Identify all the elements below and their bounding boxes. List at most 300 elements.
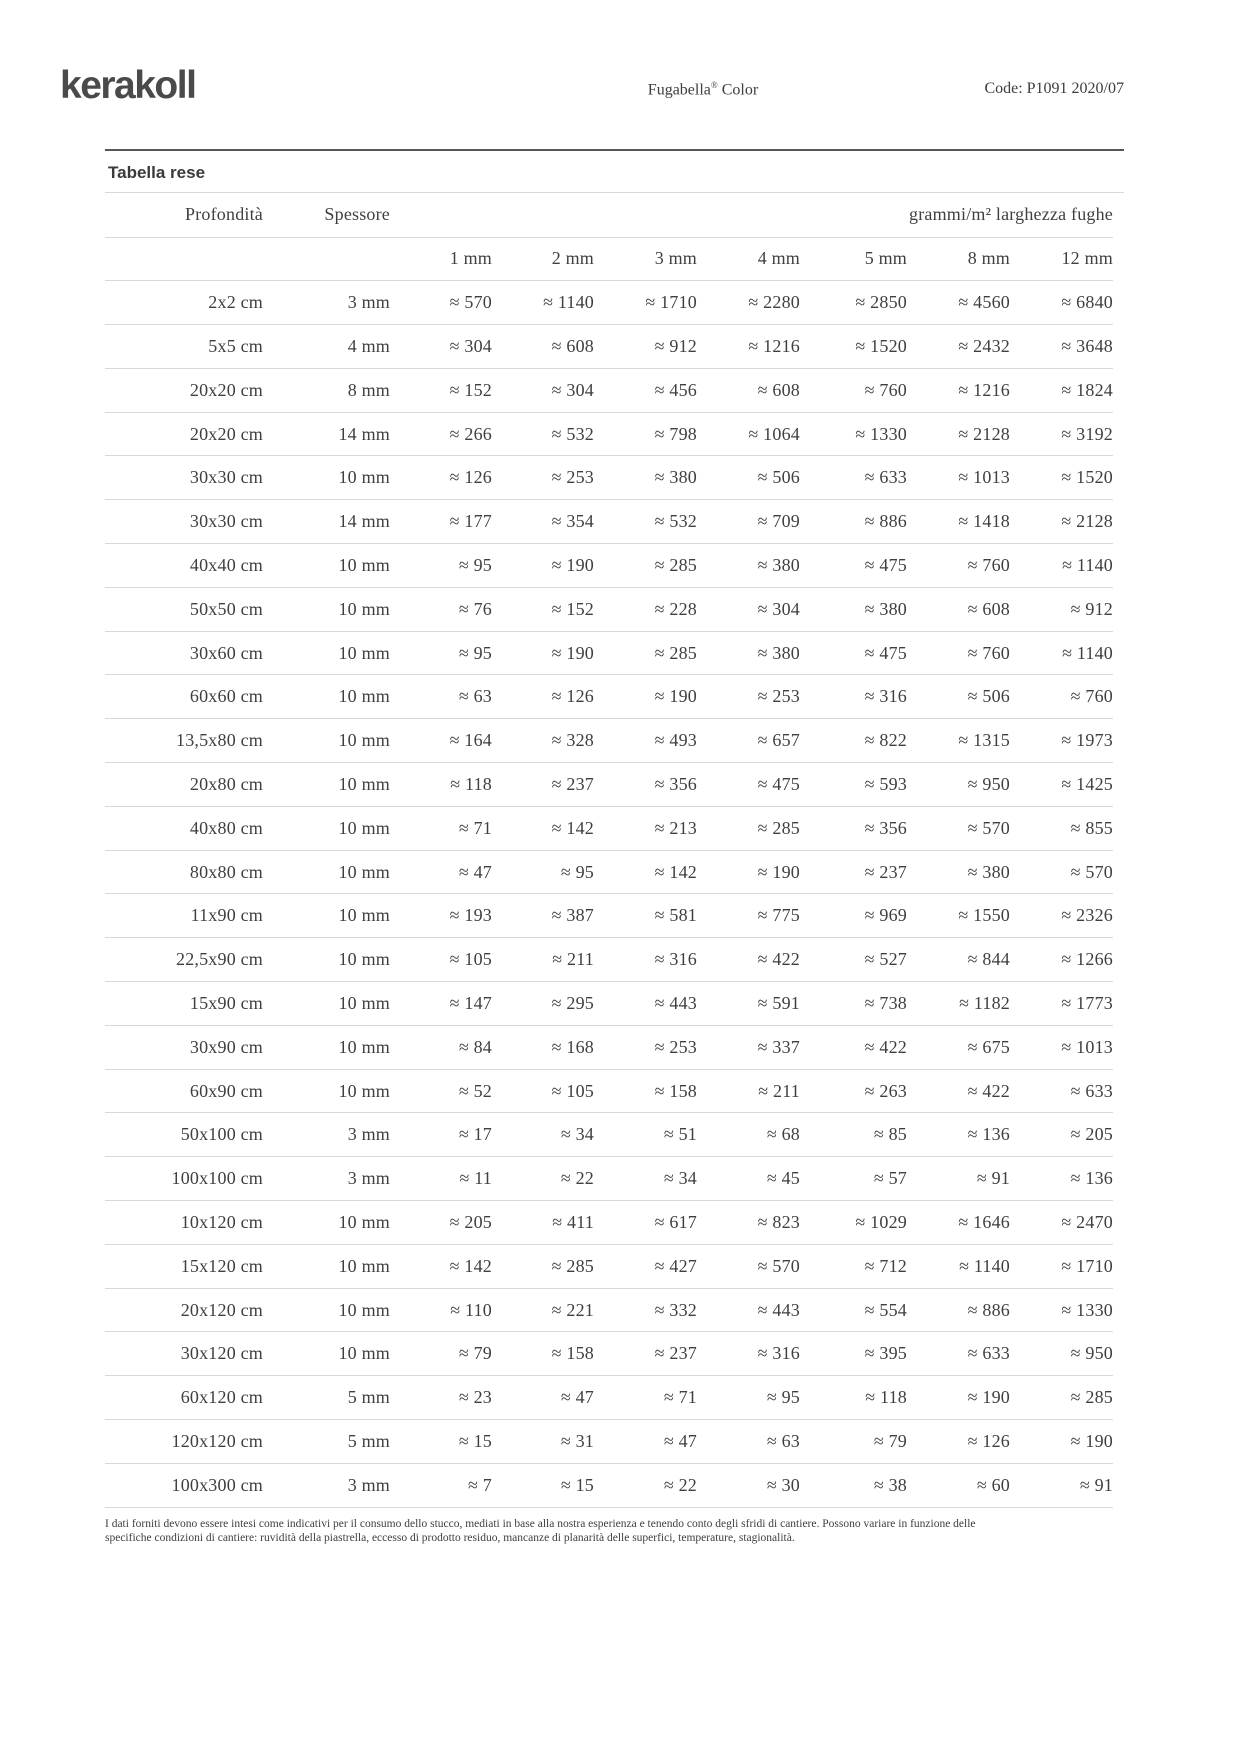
table-row [105,806,1113,850]
consumption-value-cell: ≈ 570 [1070,861,1113,882]
consumption-value-cell: ≈ 411 [552,1211,594,1232]
thickness-cell: 4 mm [347,335,390,356]
table-row [105,719,1113,763]
thickness-cell: 10 mm [338,992,390,1013]
empty-header-cell [105,237,263,281]
width-header-3mm: 3 mm [654,248,697,269]
consumption-value-cell: ≈ 581 [654,905,697,926]
consumption-value-cell: ≈ 285 [654,642,697,663]
consumption-value-cell: ≈ 380 [864,598,907,619]
table-row [105,1376,1113,1420]
consumption-value-cell: ≈ 633 [967,1343,1010,1364]
consumption-value-cell: ≈ 1140 [1062,554,1113,575]
consumption-value-cell: ≈ 105 [449,949,492,970]
consumption-value-cell: ≈ 475 [864,554,907,575]
consumption-value-cell: ≈ 657 [757,730,800,751]
consumption-value-cell: ≈ 1824 [1061,379,1113,400]
consumption-value-cell: ≈ 532 [551,423,594,444]
table-row [105,982,1113,1026]
yield-table [105,193,1113,1508]
tile-format-cell: 20x120 cm [180,1299,263,1320]
consumption-value-cell: ≈ 950 [967,773,1010,794]
consumption-value-cell: ≈ 84 [458,1036,492,1057]
tile-format-cell: 30x30 cm [189,511,263,532]
consumption-value-cell: ≈ 190 [1070,1430,1113,1451]
consumption-value-cell: ≈ 6840 [1061,292,1113,313]
product-name: Fugabella [647,81,711,99]
consumption-value-cell: ≈ 316 [654,949,697,970]
consumption-value-cell: ≈ 422 [757,949,800,970]
consumption-value-cell: ≈ 1216 [748,335,800,356]
consumption-value-cell: ≈ 395 [864,1343,907,1364]
thickness-cell: 10 mm [338,642,390,663]
consumption-value-cell: ≈ 332 [654,1299,697,1320]
consumption-value-cell: ≈ 1140 [1062,642,1113,663]
table-row [105,1332,1113,1376]
consumption-value-cell: ≈ 593 [864,773,907,794]
consumption-value-cell: ≈ 427 [654,1255,697,1276]
consumption-value-cell: ≈ 570 [449,292,492,313]
tile-format-cell: 20x20 cm [189,379,263,400]
consumption-value-cell: ≈ 1029 [855,1211,907,1232]
consumption-value-cell: ≈ 1266 [1061,949,1113,970]
tile-format-cell: 30x90 cm [189,1036,263,1057]
consumption-value-cell: ≈ 1013 [958,467,1010,488]
consumption-value-cell: ≈ 2280 [748,292,800,313]
consumption-value-cell: ≈ 1550 [958,905,1010,926]
table-row [105,938,1113,982]
tile-format-cell: 30x30 cm [189,467,263,488]
consumption-value-cell: ≈ 79 [873,1430,907,1451]
consumption-value-cell: ≈ 456 [654,379,697,400]
consumption-value-cell: ≈ 886 [967,1299,1010,1320]
consumption-value-cell: ≈ 554 [864,1299,907,1320]
consumption-value-cell: ≈ 1973 [1061,730,1113,751]
consumption-value-cell: ≈ 337 [757,1036,800,1057]
consumption-value-cell: ≈ 527 [864,949,907,970]
consumption-value-cell: ≈ 304 [449,335,492,356]
consumption-value-cell: ≈ 57 [873,1168,907,1189]
registered-trademark-symbol: ® [710,80,718,90]
consumption-value-cell: ≈ 443 [757,1299,800,1320]
consumption-value-cell: ≈ 1140 [959,1255,1010,1276]
table-row [105,850,1113,894]
tile-format-cell: 10x120 cm [180,1211,263,1232]
consumption-value-cell: ≈ 63 [766,1430,800,1451]
consumption-value-cell: ≈ 1216 [958,379,1010,400]
document-code: Code: P1091 2020/07 [984,80,1124,97]
consumption-value-cell: ≈ 855 [1070,817,1113,838]
consumption-value-cell: ≈ 253 [757,686,800,707]
consumption-value-cell: ≈ 1315 [958,730,1010,751]
consumption-value-cell: ≈ 142 [449,1255,492,1276]
consumption-value-cell: ≈ 387 [551,905,594,926]
consumption-value-cell: ≈ 152 [449,379,492,400]
thickness-cell: 14 mm [338,423,390,444]
thickness-cell: 3 mm [347,1124,390,1145]
consumption-value-cell: ≈ 190 [967,1387,1010,1408]
consumption-value-cell: ≈ 177 [449,511,492,532]
thickness-cell: 3 mm [347,1168,390,1189]
tile-format-cell: 100x100 cm [171,1168,263,1189]
consumption-value-cell: ≈ 2128 [958,423,1010,444]
tile-format-cell: 120x120 cm [171,1430,263,1451]
table-row [105,763,1113,807]
consumption-value-cell: ≈ 52 [458,1080,492,1101]
consumption-value-cell: ≈ 1710 [645,292,697,313]
consumption-value-cell: ≈ 532 [654,511,697,532]
consumption-value-cell: ≈ 91 [976,1168,1010,1189]
table-row [105,631,1113,675]
consumption-value-cell: ≈ 228 [654,598,697,619]
tile-format-cell: 20x80 cm [189,773,263,794]
table-row [105,587,1113,631]
table-row [105,1244,1113,1288]
thickness-cell: 14 mm [338,511,390,532]
consumption-value-cell: ≈ 190 [551,554,594,575]
consumption-value-cell: ≈ 190 [757,861,800,882]
consumption-value-cell: ≈ 118 [865,1387,907,1408]
yield-table-section [105,149,1124,1546]
tile-format-cell: 60x60 cm [189,686,263,707]
consumption-value-cell: ≈ 211 [552,949,594,970]
table-row [105,456,1113,500]
consumption-value-cell: ≈ 205 [1070,1124,1113,1145]
thickness-cell: 5 mm [347,1430,390,1451]
consumption-value-cell: ≈ 2850 [855,292,907,313]
consumption-value-cell: ≈ 237 [864,861,907,882]
table-row [105,1069,1113,1113]
consumption-value-cell: ≈ 912 [1070,598,1113,619]
consumption-value-cell: ≈ 7 [468,1474,492,1495]
consumption-value-cell: ≈ 1520 [855,335,907,356]
tile-format-cell: 5x5 cm [208,335,263,356]
consumption-value-cell: ≈ 356 [864,817,907,838]
width-header-1mm: 1 mm [449,248,492,269]
consumption-value-cell: ≈ 760 [967,642,1010,663]
column-header-profondita: Profondità [185,204,263,225]
consumption-value-cell: ≈ 38 [873,1474,907,1495]
consumption-value-cell: ≈ 221 [551,1299,594,1320]
thickness-cell: 10 mm [338,773,390,794]
thickness-cell: 10 mm [338,686,390,707]
consumption-value-cell: ≈ 709 [757,511,800,532]
tile-format-cell: 22,5x90 cm [176,949,263,970]
consumption-value-cell: ≈ 47 [458,861,492,882]
consumption-value-cell: ≈ 136 [967,1124,1010,1145]
width-header-8mm: 8 mm [967,248,1010,269]
table-row [105,1025,1113,1069]
consumption-value-cell: ≈ 1425 [1061,773,1113,794]
consumption-value-cell: ≈ 354 [551,511,594,532]
consumption-value-cell: ≈ 193 [449,905,492,926]
consumption-value-cell: ≈ 316 [757,1343,800,1364]
consumption-value-cell: ≈ 844 [967,949,1010,970]
consumption-value-cell: ≈ 22 [663,1474,697,1495]
consumption-value-cell: ≈ 295 [551,992,594,1013]
tile-format-cell: 30x60 cm [189,642,263,663]
width-header-5mm: 5 mm [864,248,907,269]
consumption-value-cell: ≈ 675 [967,1036,1010,1057]
consumption-value-cell: ≈ 110 [450,1299,492,1320]
consumption-value-cell: ≈ 775 [757,905,800,926]
thickness-cell: 3 mm [347,292,390,313]
consumption-value-cell: ≈ 712 [864,1255,907,1276]
consumption-value-cell: ≈ 1140 [543,292,594,313]
thickness-cell: 10 mm [338,730,390,751]
consumption-value-cell: ≈ 63 [458,686,492,707]
consumption-value-cell: ≈ 95 [766,1387,800,1408]
consumption-value-cell: ≈ 822 [864,730,907,751]
table-row [105,368,1113,412]
consumption-value-cell: ≈ 190 [551,642,594,663]
consumption-value-cell: ≈ 2128 [1061,511,1113,532]
consumption-value-cell: ≈ 126 [551,686,594,707]
table-row [105,281,1113,325]
consumption-value-cell: ≈ 95 [458,554,492,575]
consumption-value-cell: ≈ 68 [766,1124,800,1145]
consumption-value-cell: ≈ 15 [458,1430,492,1451]
thickness-cell: 10 mm [338,598,390,619]
tile-format-cell: 30x120 cm [180,1343,263,1364]
tile-format-cell: 15x90 cm [189,992,263,1013]
tile-format-cell: 60x120 cm [180,1387,263,1408]
kerakoll-logo: kerakoll [60,64,196,107]
consumption-value-cell: ≈ 253 [654,1036,697,1057]
table-row [105,1157,1113,1201]
tile-format-cell: 50x50 cm [189,598,263,619]
table-row [105,1113,1113,1157]
thickness-cell: 10 mm [338,861,390,882]
consumption-value-cell: ≈ 591 [757,992,800,1013]
consumption-value-cell: ≈ 823 [757,1211,800,1232]
consumption-value-cell: ≈ 47 [663,1430,697,1451]
footnote-line-2: specifiche condizioni di cantiere: ruvidità della piastrella, eccesso di prodotto residuo, mancanze di planarità delle superfici, temperature, stagionalità. [105,1532,795,1545]
consumption-value-cell: ≈ 1418 [958,511,1010,532]
consumption-value-cell: ≈ 47 [560,1387,594,1408]
consumption-value-cell: ≈ 158 [551,1343,594,1364]
consumption-value-cell: ≈ 205 [449,1211,492,1232]
table-row [105,1288,1113,1332]
product-suffix: Color [717,81,759,99]
tile-format-cell: 13,5x80 cm [176,730,263,751]
consumption-value-cell: ≈ 1710 [1061,1255,1113,1276]
consumption-value-cell: ≈ 147 [449,992,492,1013]
consumption-value-cell: ≈ 91 [1079,1474,1113,1495]
thickness-cell: 10 mm [338,467,390,488]
table-row [105,325,1113,369]
table-body [105,281,1113,1507]
consumption-value-cell: ≈ 76 [458,598,492,619]
consumption-value-cell: ≈ 1330 [1061,1299,1113,1320]
consumption-value-cell: ≈ 34 [663,1168,697,1189]
consumption-value-cell: ≈ 304 [757,598,800,619]
consumption-value-cell: ≈ 738 [864,992,907,1013]
tile-format-cell: 11x90 cm [190,905,263,926]
consumption-value-cell: ≈ 475 [757,773,800,794]
table-row [105,894,1113,938]
thickness-cell: 10 mm [338,1211,390,1232]
consumption-value-cell: ≈ 105 [551,1080,594,1101]
thickness-cell: 10 mm [338,1255,390,1276]
consumption-value-cell: ≈ 608 [967,598,1010,619]
consumption-value-cell: ≈ 213 [654,817,697,838]
tile-format-cell: 60x90 cm [189,1080,263,1101]
consumption-value-cell: ≈ 142 [654,861,697,882]
thickness-cell: 10 mm [338,1036,390,1057]
empty-header-cell [263,237,390,281]
consumption-value-cell: ≈ 79 [458,1343,492,1364]
thickness-cell: 5 mm [347,1387,390,1408]
consumption-value-cell: ≈ 85 [873,1124,907,1145]
consumption-value-cell: ≈ 51 [663,1124,697,1145]
consumption-value-cell: ≈ 633 [1070,1080,1113,1101]
thickness-cell: 10 mm [338,817,390,838]
table-row [105,544,1113,588]
consumption-value-cell: ≈ 608 [757,379,800,400]
table-title: Tabella rese [105,151,1124,193]
consumption-value-cell: ≈ 380 [757,642,800,663]
thickness-cell: 10 mm [338,1299,390,1320]
consumption-value-cell: ≈ 950 [1070,1343,1113,1364]
consumption-value-cell: ≈ 886 [864,511,907,532]
tile-format-cell: 100x300 cm [171,1474,263,1495]
consumption-value-cell: ≈ 304 [551,379,594,400]
consumption-value-cell: ≈ 608 [551,335,594,356]
joint-width-header-row [105,237,1113,281]
consumption-value-cell: ≈ 506 [757,467,800,488]
thickness-cell: 8 mm [347,379,390,400]
consumption-value-cell: ≈ 506 [967,686,1010,707]
consumption-value-cell: ≈ 760 [1070,686,1113,707]
consumption-value-cell: ≈ 912 [654,335,697,356]
consumption-value-cell: ≈ 23 [458,1387,492,1408]
table-row [105,675,1113,719]
consumption-value-cell: ≈ 164 [449,730,492,751]
consumption-value-cell: ≈ 1330 [855,423,907,444]
tile-format-cell: 80x80 cm [189,861,263,882]
consumption-value-cell: ≈ 71 [663,1387,697,1408]
consumption-value-cell: ≈ 237 [551,773,594,794]
table-header-row [105,193,1113,237]
consumption-value-cell: ≈ 30 [766,1474,800,1495]
consumption-value-cell: ≈ 237 [654,1343,697,1364]
table-row [105,500,1113,544]
tile-format-cell: 50x100 cm [180,1124,263,1145]
consumption-value-cell: ≈ 422 [864,1036,907,1057]
consumption-value-cell: ≈ 4560 [958,292,1010,313]
footnote [105,1517,1124,1546]
tile-format-cell: 15x120 cm [180,1255,263,1276]
tile-format-cell: 40x80 cm [189,817,263,838]
consumption-value-cell: ≈ 126 [449,467,492,488]
thickness-cell: 10 mm [338,1080,390,1101]
consumption-value-cell: ≈ 266 [449,423,492,444]
consumption-value-cell: ≈ 158 [654,1080,697,1101]
consumption-value-cell: ≈ 15 [560,1474,594,1495]
thickness-cell: 3 mm [347,1474,390,1495]
tile-format-cell: 20x20 cm [189,423,263,444]
width-header-2mm: 2 mm [551,248,594,269]
consumption-value-cell: ≈ 380 [654,467,697,488]
consumption-value-cell: ≈ 570 [967,817,1010,838]
consumption-value-cell: ≈ 633 [864,467,907,488]
consumption-value-cell: ≈ 493 [654,730,697,751]
consumption-value-cell: ≈ 422 [967,1080,1010,1101]
consumption-value-cell: ≈ 760 [864,379,907,400]
consumption-value-cell: ≈ 71 [458,817,492,838]
consumption-value-cell: ≈ 285 [654,554,697,575]
consumption-value-cell: ≈ 17 [458,1124,492,1145]
consumption-value-cell: ≈ 380 [757,554,800,575]
consumption-value-cell: ≈ 11 [459,1168,492,1189]
consumption-value-cell: ≈ 328 [551,730,594,751]
table-row [105,1420,1113,1464]
consumption-value-cell: ≈ 34 [560,1124,594,1145]
consumption-value-cell: ≈ 2470 [1061,1211,1113,1232]
consumption-value-cell: ≈ 2326 [1061,905,1113,926]
consumption-value-cell: ≈ 263 [864,1080,907,1101]
consumption-value-cell: ≈ 142 [551,817,594,838]
consumption-value-cell: ≈ 798 [654,423,697,444]
consumption-value-cell: ≈ 31 [560,1430,594,1451]
consumption-value-cell: ≈ 1646 [958,1211,1010,1232]
column-header-grammi: grammi/m² larghezza fughe [909,204,1113,225]
thickness-cell: 10 mm [338,949,390,970]
table-row [105,412,1113,456]
consumption-value-cell: ≈ 2432 [958,335,1010,356]
consumption-value-cell: ≈ 253 [551,467,594,488]
consumption-value-cell: ≈ 136 [1070,1168,1113,1189]
thickness-cell: 10 mm [338,905,390,926]
consumption-value-cell: ≈ 211 [758,1080,800,1101]
consumption-value-cell: ≈ 1520 [1061,467,1113,488]
table-row [105,1463,1113,1507]
width-header-4mm: 4 mm [757,248,800,269]
column-header-spessore: Spessore [324,204,390,225]
thickness-cell: 10 mm [338,554,390,575]
consumption-value-cell: ≈ 60 [976,1474,1010,1495]
consumption-value-cell: ≈ 95 [458,642,492,663]
consumption-value-cell: ≈ 168 [551,1036,594,1057]
consumption-value-cell: ≈ 617 [654,1211,697,1232]
thickness-cell: 10 mm [338,1343,390,1364]
consumption-value-cell: ≈ 126 [967,1430,1010,1451]
consumption-value-cell: ≈ 152 [551,598,594,619]
consumption-value-cell: ≈ 1064 [748,423,800,444]
table-row [105,1201,1113,1245]
consumption-value-cell: ≈ 3192 [1061,423,1113,444]
consumption-value-cell: ≈ 285 [1070,1387,1113,1408]
consumption-value-cell: ≈ 1773 [1061,992,1113,1013]
product-title [648,80,758,99]
consumption-value-cell: ≈ 316 [864,686,907,707]
consumption-value-cell: ≈ 190 [654,686,697,707]
width-header-12mm: 12 mm [1061,248,1113,269]
consumption-value-cell: ≈ 443 [654,992,697,1013]
consumption-value-cell: ≈ 22 [560,1168,594,1189]
consumption-value-cell: ≈ 3648 [1061,335,1113,356]
consumption-value-cell: ≈ 356 [654,773,697,794]
consumption-value-cell: ≈ 760 [967,554,1010,575]
consumption-value-cell: ≈ 285 [551,1255,594,1276]
consumption-value-cell: ≈ 95 [560,861,594,882]
consumption-value-cell: ≈ 285 [757,817,800,838]
tile-format-cell: 40x40 cm [189,554,263,575]
consumption-value-cell: ≈ 570 [757,1255,800,1276]
consumption-value-cell: ≈ 1013 [1061,1036,1113,1057]
consumption-value-cell: ≈ 118 [450,773,492,794]
